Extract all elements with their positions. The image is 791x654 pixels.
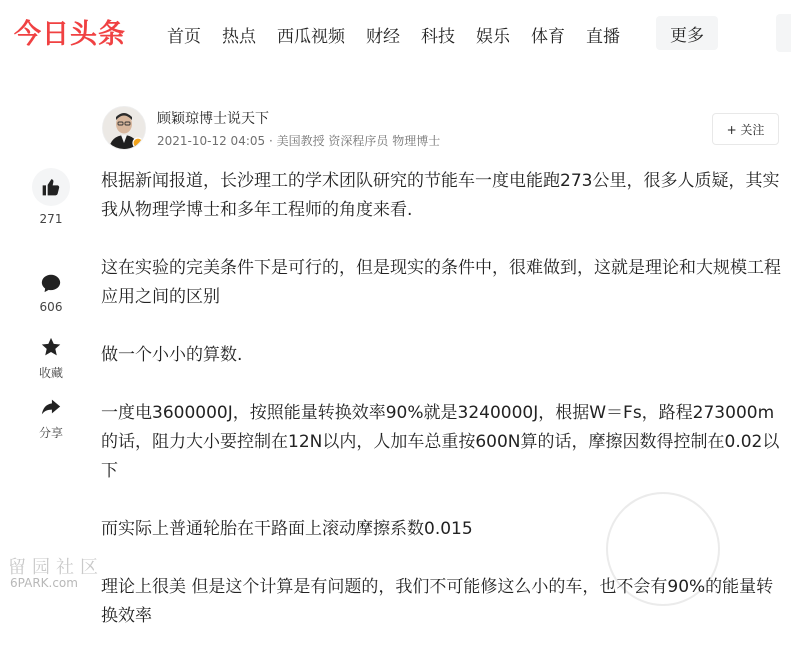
watermark-site: 6PARK.com <box>10 576 78 590</box>
share-action[interactable] <box>22 392 80 441</box>
like-button[interactable] <box>32 168 70 206</box>
top-header <box>0 0 791 66</box>
article-paragraph: 一度电3600000J，按照能量转换效率90%就是3240000J，根据W＝Fs，路程273000m的话，阻力大小要控制在12N以内，人加车总重按600N算的话，摩擦因数得控制在0.02以下 <box>101 403 780 481</box>
comment-action[interactable] <box>22 268 80 314</box>
star-icon <box>40 336 62 358</box>
main-nav <box>167 22 641 47</box>
nav-item-ixigua-video[interactable]: 西瓜视频 <box>277 27 345 47</box>
nav-item-hot[interactable]: 热点 <box>222 27 256 47</box>
nav-item-finance[interactable]: 财经 <box>366 27 400 47</box>
nav-item-live[interactable]: 直播 <box>586 27 620 47</box>
site-logo[interactable]: 今日头条 <box>14 19 126 50</box>
like-action[interactable] <box>22 168 80 226</box>
nav-item-entertainment[interactable]: 娱乐 <box>476 27 510 47</box>
favorite-label: 收藏 <box>38 366 63 380</box>
header-search-box[interactable] <box>776 14 791 52</box>
nav-item-home[interactable]: 首页 <box>167 27 201 47</box>
post-meta: 2021-10-12 04:05 · 美国教授 资深程序员 物理博士 <box>157 134 441 148</box>
like-count: 271 <box>39 212 63 226</box>
article-body <box>101 167 781 631</box>
comment-button[interactable] <box>32 268 70 298</box>
watermark-text: 留园社区 <box>8 557 104 578</box>
article-paragraph: 这在实验的完美条件下是可行的，但是现实的条件中，很难做到，这就是理论和大规模工程应用之间的区别 <box>101 258 781 307</box>
follow-button[interactable]: + 关注 <box>712 113 779 145</box>
author-name[interactable]: 顾颖琼博士说天下 <box>157 111 269 127</box>
share-label: 分享 <box>38 426 63 440</box>
nav-item-sports[interactable]: 体育 <box>531 27 565 47</box>
favorite-action[interactable] <box>22 332 80 381</box>
article-paragraph: 理论上很美 但是这个计算是有问题的，我们不可能修这么小的车，也不会有90%的能量转换效率 <box>101 577 774 626</box>
article-paragraph: 而实际上普通轮胎在干路面上滚动摩擦系数0.015 <box>101 519 473 539</box>
thumbs-up-icon <box>41 177 61 197</box>
nav-more-button[interactable]: 更多 <box>656 16 718 50</box>
article-paragraph: 根据新闻报道，长沙理工的学术团队研究的节能车一度电能跑273公里，很多人质疑，其实我从物理学博士和多年工程师的角度来看. <box>101 171 780 220</box>
comment-count: 606 <box>39 300 63 314</box>
favorite-button[interactable] <box>32 332 70 362</box>
article-paragraph: 做一个小小的算数. <box>101 345 243 365</box>
author-avatar[interactable] <box>102 106 146 150</box>
avatar-portrait-icon <box>103 107 145 149</box>
share-button[interactable] <box>32 392 70 422</box>
comment-bubble-icon <box>40 272 62 294</box>
share-arrow-icon <box>40 396 62 418</box>
nav-item-tech[interactable]: 科技 <box>421 27 455 47</box>
